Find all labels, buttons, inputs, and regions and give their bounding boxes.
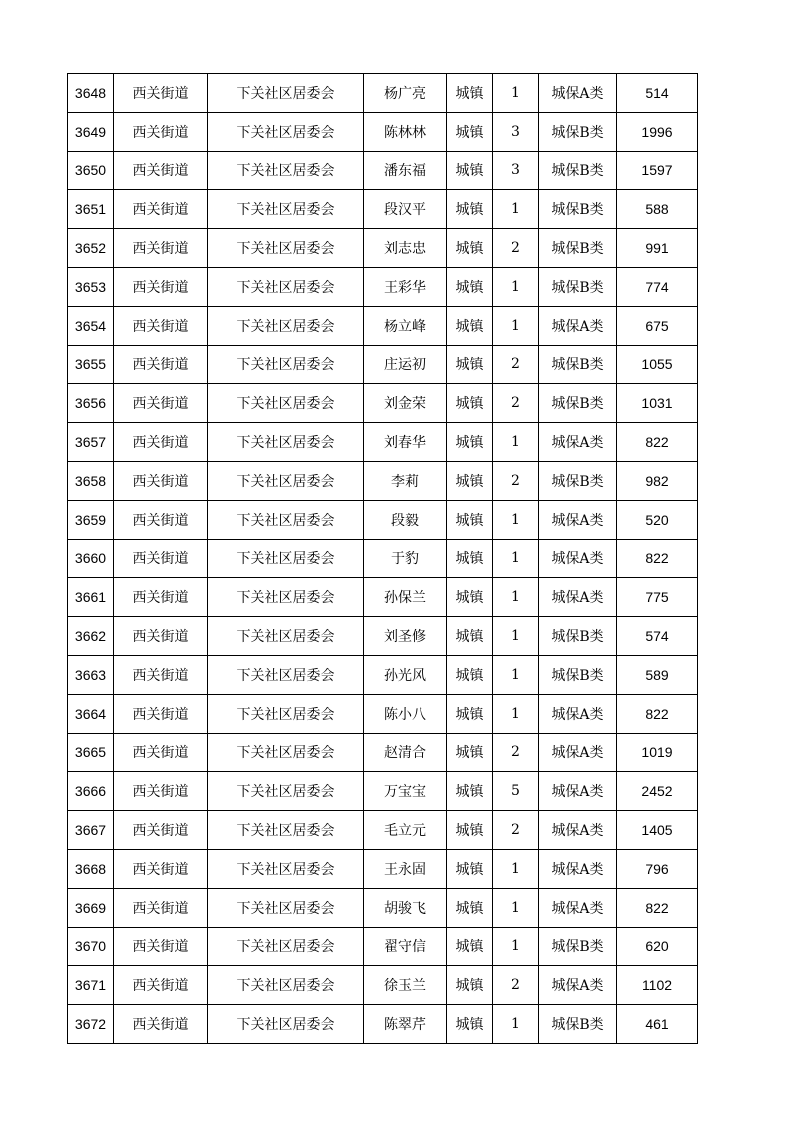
table-row	[68, 927, 698, 966]
community-cell: 下关社区居委会	[208, 267, 364, 306]
serial-number-cell: 3655	[68, 345, 114, 384]
residence-type-cell: 城镇	[447, 461, 493, 500]
residence-type-cell: 城镇	[447, 190, 493, 229]
residence-type-cell: 城镇	[447, 539, 493, 578]
category-cell: 城保A类	[539, 578, 617, 617]
household-size-cell: 1	[493, 655, 539, 694]
subdistrict-cell: 西关街道	[114, 229, 208, 268]
table-row	[68, 811, 698, 850]
name-cell: 王永固	[364, 849, 447, 888]
roster-table	[67, 73, 698, 1044]
community-cell: 下关社区居委会	[208, 539, 364, 578]
community-cell: 下关社区居委会	[208, 384, 364, 423]
household-size-cell: 1	[493, 423, 539, 462]
subdistrict-cell: 西关街道	[114, 578, 208, 617]
community-cell: 下关社区居委会	[208, 655, 364, 694]
name-cell: 庄运初	[364, 345, 447, 384]
name-cell: 孙光风	[364, 655, 447, 694]
community-cell: 下关社区居委会	[208, 423, 364, 462]
residence-type-cell: 城镇	[447, 849, 493, 888]
amount-cell: 982	[617, 461, 698, 500]
serial-number-cell: 3651	[68, 190, 114, 229]
category-cell: 城保A类	[539, 733, 617, 772]
serial-number-cell: 3663	[68, 655, 114, 694]
subdistrict-cell: 西关街道	[114, 849, 208, 888]
amount-cell: 822	[617, 888, 698, 927]
name-cell: 毛立元	[364, 811, 447, 850]
community-cell: 下关社区居委会	[208, 229, 364, 268]
table-row	[68, 423, 698, 462]
subdistrict-cell: 西关街道	[114, 423, 208, 462]
community-cell: 下关社区居委会	[208, 461, 364, 500]
category-cell: 城保B类	[539, 267, 617, 306]
table-row	[68, 345, 698, 384]
serial-number-cell: 3649	[68, 112, 114, 151]
residence-type-cell: 城镇	[447, 655, 493, 694]
table-row	[68, 694, 698, 733]
amount-cell: 675	[617, 306, 698, 345]
residence-type-cell: 城镇	[447, 888, 493, 927]
subdistrict-cell: 西关街道	[114, 655, 208, 694]
serial-number-cell: 3667	[68, 811, 114, 850]
residence-type-cell: 城镇	[447, 423, 493, 462]
serial-number-cell: 3662	[68, 617, 114, 656]
household-size-cell: 1	[493, 888, 539, 927]
subdistrict-cell: 西关街道	[114, 112, 208, 151]
subdistrict-cell: 西关街道	[114, 1005, 208, 1044]
subdistrict-cell: 西关街道	[114, 74, 208, 113]
amount-cell: 774	[617, 267, 698, 306]
community-cell: 下关社区居委会	[208, 190, 364, 229]
amount-cell: 991	[617, 229, 698, 268]
household-size-cell: 1	[493, 617, 539, 656]
residence-type-cell: 城镇	[447, 74, 493, 113]
amount-cell: 2452	[617, 772, 698, 811]
household-size-cell: 1	[493, 500, 539, 539]
household-size-cell: 1	[493, 267, 539, 306]
category-cell: 城保A类	[539, 849, 617, 888]
serial-number-cell: 3661	[68, 578, 114, 617]
amount-cell: 574	[617, 617, 698, 656]
subdistrict-cell: 西关街道	[114, 461, 208, 500]
name-cell: 陈林林	[364, 112, 447, 151]
table-row	[68, 772, 698, 811]
subdistrict-cell: 西关街道	[114, 811, 208, 850]
name-cell: 陈小八	[364, 694, 447, 733]
category-cell: 城保B类	[539, 617, 617, 656]
community-cell: 下关社区居委会	[208, 811, 364, 850]
table-row	[68, 384, 698, 423]
category-cell: 城保B类	[539, 229, 617, 268]
name-cell: 于豹	[364, 539, 447, 578]
amount-cell: 1031	[617, 384, 698, 423]
subdistrict-cell: 西关街道	[114, 151, 208, 190]
residence-type-cell: 城镇	[447, 500, 493, 539]
residence-type-cell: 城镇	[447, 1005, 493, 1044]
amount-cell: 1597	[617, 151, 698, 190]
table-row	[68, 849, 698, 888]
category-cell: 城保A类	[539, 539, 617, 578]
name-cell: 刘金荣	[364, 384, 447, 423]
community-cell: 下关社区居委会	[208, 966, 364, 1005]
residence-type-cell: 城镇	[447, 345, 493, 384]
amount-cell: 1055	[617, 345, 698, 384]
household-size-cell: 1	[493, 694, 539, 733]
serial-number-cell: 3672	[68, 1005, 114, 1044]
category-cell: 城保B类	[539, 151, 617, 190]
table-row	[68, 617, 698, 656]
table-row	[68, 229, 698, 268]
category-cell: 城保B类	[539, 1005, 617, 1044]
household-size-cell: 1	[493, 539, 539, 578]
subdistrict-cell: 西关街道	[114, 500, 208, 539]
amount-cell: 1019	[617, 733, 698, 772]
category-cell: 城保A类	[539, 772, 617, 811]
name-cell: 刘志忠	[364, 229, 447, 268]
household-size-cell: 2	[493, 461, 539, 500]
household-size-cell: 2	[493, 811, 539, 850]
household-size-cell: 2	[493, 733, 539, 772]
serial-number-cell: 3665	[68, 733, 114, 772]
household-size-cell: 1	[493, 578, 539, 617]
category-cell: 城保B类	[539, 190, 617, 229]
residence-type-cell: 城镇	[447, 229, 493, 268]
subdistrict-cell: 西关街道	[114, 617, 208, 656]
category-cell: 城保B类	[539, 345, 617, 384]
subdistrict-cell: 西关街道	[114, 306, 208, 345]
residence-type-cell: 城镇	[447, 306, 493, 345]
name-cell: 王彩华	[364, 267, 447, 306]
household-size-cell: 1	[493, 1005, 539, 1044]
serial-number-cell: 3668	[68, 849, 114, 888]
subdistrict-cell: 西关街道	[114, 384, 208, 423]
serial-number-cell: 3670	[68, 927, 114, 966]
table-row	[68, 74, 698, 113]
name-cell: 段汉平	[364, 190, 447, 229]
serial-number-cell: 3671	[68, 966, 114, 1005]
amount-cell: 822	[617, 539, 698, 578]
household-size-cell: 3	[493, 112, 539, 151]
household-size-cell: 2	[493, 345, 539, 384]
household-size-cell: 1	[493, 74, 539, 113]
amount-cell: 822	[617, 423, 698, 462]
serial-number-cell: 3660	[68, 539, 114, 578]
community-cell: 下关社区居委会	[208, 733, 364, 772]
amount-cell: 514	[617, 74, 698, 113]
name-cell: 万宝宝	[364, 772, 447, 811]
amount-cell: 620	[617, 927, 698, 966]
amount-cell: 461	[617, 1005, 698, 1044]
community-cell: 下关社区居委会	[208, 306, 364, 345]
roster-body	[68, 74, 698, 1044]
community-cell: 下关社区居委会	[208, 772, 364, 811]
category-cell: 城保B类	[539, 461, 617, 500]
category-cell: 城保B类	[539, 112, 617, 151]
serial-number-cell: 3650	[68, 151, 114, 190]
amount-cell: 796	[617, 849, 698, 888]
category-cell: 城保B类	[539, 927, 617, 966]
subdistrict-cell: 西关街道	[114, 190, 208, 229]
name-cell: 赵清合	[364, 733, 447, 772]
residence-type-cell: 城镇	[447, 151, 493, 190]
residence-type-cell: 城镇	[447, 811, 493, 850]
table-row	[68, 966, 698, 1005]
name-cell: 李莉	[364, 461, 447, 500]
table-row	[68, 539, 698, 578]
table-row	[68, 655, 698, 694]
category-cell: 城保B类	[539, 384, 617, 423]
household-size-cell: 2	[493, 966, 539, 1005]
subdistrict-cell: 西关街道	[114, 345, 208, 384]
household-size-cell: 2	[493, 384, 539, 423]
community-cell: 下关社区居委会	[208, 345, 364, 384]
community-cell: 下关社区居委会	[208, 578, 364, 617]
table-row	[68, 578, 698, 617]
category-cell: 城保A类	[539, 74, 617, 113]
category-cell: 城保A类	[539, 966, 617, 1005]
community-cell: 下关社区居委会	[208, 617, 364, 656]
community-cell: 下关社区居委会	[208, 849, 364, 888]
household-size-cell: 3	[493, 151, 539, 190]
serial-number-cell: 3653	[68, 267, 114, 306]
category-cell: 城保A类	[539, 694, 617, 733]
category-cell: 城保B类	[539, 655, 617, 694]
table-row	[68, 733, 698, 772]
name-cell: 陈翠芹	[364, 1005, 447, 1044]
amount-cell: 520	[617, 500, 698, 539]
category-cell: 城保A类	[539, 500, 617, 539]
household-size-cell: 1	[493, 306, 539, 345]
residence-type-cell: 城镇	[447, 733, 493, 772]
serial-number-cell: 3669	[68, 888, 114, 927]
subdistrict-cell: 西关街道	[114, 539, 208, 578]
household-size-cell: 1	[493, 849, 539, 888]
name-cell: 杨广亮	[364, 74, 447, 113]
name-cell: 刘圣修	[364, 617, 447, 656]
amount-cell: 822	[617, 694, 698, 733]
residence-type-cell: 城镇	[447, 384, 493, 423]
category-cell: 城保A类	[539, 888, 617, 927]
serial-number-cell: 3656	[68, 384, 114, 423]
subdistrict-cell: 西关街道	[114, 927, 208, 966]
table-row	[68, 1005, 698, 1044]
name-cell: 胡骏飞	[364, 888, 447, 927]
name-cell: 潘东福	[364, 151, 447, 190]
serial-number-cell: 3648	[68, 74, 114, 113]
residence-type-cell: 城镇	[447, 966, 493, 1005]
community-cell: 下关社区居委会	[208, 500, 364, 539]
serial-number-cell: 3664	[68, 694, 114, 733]
community-cell: 下关社区居委会	[208, 888, 364, 927]
name-cell: 翟守信	[364, 927, 447, 966]
table-row	[68, 461, 698, 500]
subdistrict-cell: 西关街道	[114, 733, 208, 772]
name-cell: 孙保兰	[364, 578, 447, 617]
community-cell: 下关社区居委会	[208, 112, 364, 151]
residence-type-cell: 城镇	[447, 927, 493, 966]
residence-type-cell: 城镇	[447, 772, 493, 811]
category-cell: 城保A类	[539, 423, 617, 462]
community-cell: 下关社区居委会	[208, 1005, 364, 1044]
community-cell: 下关社区居委会	[208, 151, 364, 190]
amount-cell: 1102	[617, 966, 698, 1005]
table-row	[68, 190, 698, 229]
subdistrict-cell: 西关街道	[114, 888, 208, 927]
table-row	[68, 112, 698, 151]
serial-number-cell: 3657	[68, 423, 114, 462]
community-cell: 下关社区居委会	[208, 694, 364, 733]
amount-cell: 589	[617, 655, 698, 694]
community-cell: 下关社区居委会	[208, 74, 364, 113]
amount-cell: 775	[617, 578, 698, 617]
subdistrict-cell: 西关街道	[114, 694, 208, 733]
amount-cell: 1996	[617, 112, 698, 151]
community-cell: 下关社区居委会	[208, 927, 364, 966]
serial-number-cell: 3659	[68, 500, 114, 539]
name-cell: 徐玉兰	[364, 966, 447, 1005]
category-cell: 城保A类	[539, 811, 617, 850]
table-row	[68, 267, 698, 306]
name-cell: 刘春华	[364, 423, 447, 462]
amount-cell: 1405	[617, 811, 698, 850]
residence-type-cell: 城镇	[447, 112, 493, 151]
name-cell: 杨立峰	[364, 306, 447, 345]
household-size-cell: 5	[493, 772, 539, 811]
serial-number-cell: 3666	[68, 772, 114, 811]
category-cell: 城保A类	[539, 306, 617, 345]
table-row	[68, 888, 698, 927]
serial-number-cell: 3654	[68, 306, 114, 345]
household-size-cell: 1	[493, 190, 539, 229]
subdistrict-cell: 西关街道	[114, 772, 208, 811]
subdistrict-cell: 西关街道	[114, 966, 208, 1005]
subdistrict-cell: 西关街道	[114, 267, 208, 306]
name-cell: 段毅	[364, 500, 447, 539]
serial-number-cell: 3652	[68, 229, 114, 268]
amount-cell: 588	[617, 190, 698, 229]
table-row	[68, 306, 698, 345]
residence-type-cell: 城镇	[447, 267, 493, 306]
residence-type-cell: 城镇	[447, 578, 493, 617]
household-size-cell: 2	[493, 229, 539, 268]
serial-number-cell: 3658	[68, 461, 114, 500]
table-row	[68, 500, 698, 539]
household-size-cell: 1	[493, 927, 539, 966]
residence-type-cell: 城镇	[447, 617, 493, 656]
residence-type-cell: 城镇	[447, 694, 493, 733]
table-row	[68, 151, 698, 190]
